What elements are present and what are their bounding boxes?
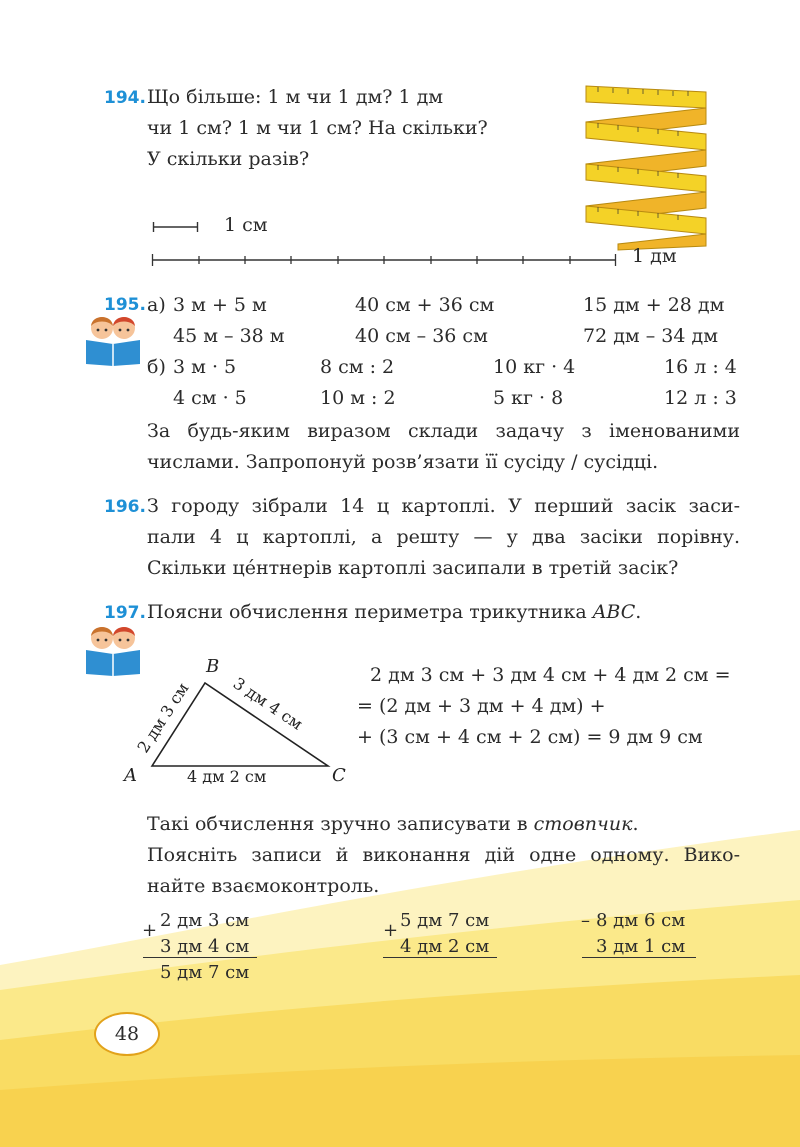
exercise-number: 197.: [104, 603, 146, 623]
operation-sign: +: [383, 920, 399, 941]
operation-sign: +: [142, 920, 158, 941]
expression: 15 дм + 28 дм: [583, 294, 725, 316]
folded-measuring-tape-image: [578, 78, 714, 254]
calculation-line: + (3 см + 4 см + 2 см) = 9 дм 9 см: [357, 726, 703, 748]
column-text-end: .: [632, 813, 639, 835]
task-text-line: числами. Запропонуй розв’язати її сусіду / сусідці.: [147, 451, 659, 473]
vertex-c: C: [332, 765, 346, 786]
task-text-line: найте взаємоконтроль.: [147, 875, 380, 897]
column-top: 5 дм 7 см: [400, 910, 490, 931]
expression: 10 кг · 4: [493, 356, 576, 378]
task-text-line: пали 4 ц картоплі, а решту — у два засіки порівну.: [147, 526, 740, 548]
column-top: 8 дм 6 см: [596, 910, 686, 931]
expression: 3 м + 5 м: [173, 294, 267, 316]
task-text-line: [147, 597, 641, 628]
expression: 10 м : 2: [320, 387, 396, 409]
calculation-line: 2 дм 3 см + 3 дм 4 см + 4 дм 2 см =: [370, 664, 731, 686]
vertex-a: A: [124, 765, 137, 786]
side-ab-label: 2 дм 3 см: [133, 679, 193, 757]
exercise-number: 195.: [104, 295, 146, 315]
task-text-line: Поясніть записи й виконання дій одне одному. Вико-: [147, 844, 740, 866]
vertex-b: B: [206, 656, 220, 677]
column-text: Такі обчислення зручно записувати в: [147, 813, 528, 835]
part-a-label: а): [147, 294, 166, 316]
intro-end: .: [635, 601, 642, 623]
column-bottom: 3 дм 4 см: [143, 936, 257, 958]
expression: 12 л : 3: [664, 387, 737, 409]
task-text-line: З городу зібрали 14 ц картоплі. У перший засік заси-: [147, 495, 740, 517]
column-top: 2 дм 3 см: [160, 910, 250, 931]
one-cm-label: 1 см: [224, 214, 268, 236]
operation-sign: –: [581, 910, 590, 931]
expression: 40 см – 36 см: [355, 325, 488, 347]
one-dm-label: 1 дм: [632, 245, 677, 267]
expression: 4 см · 5: [173, 387, 247, 409]
column-word: стовпчик: [533, 813, 633, 835]
exercise-text-line: Що більше: 1 м чи 1 дм? 1 дм: [147, 86, 444, 108]
page-number: 48: [94, 1012, 160, 1056]
column-result: 5 дм 7 см: [160, 962, 250, 983]
one-dm-ruler: [150, 251, 622, 269]
expression: 3 м · 5: [173, 356, 237, 378]
triangle-abc-diagram: [118, 650, 358, 790]
expression: 8 см : 2: [320, 356, 395, 378]
column-bottom: 4 дм 2 см: [383, 936, 497, 958]
column-bottom: 3 дм 1 см: [582, 936, 696, 958]
one-cm-segment: [152, 220, 202, 234]
calculation-line: = (2 дм + 3 дм + 4 дм) +: [357, 695, 606, 717]
intro-text: Поясни обчислення периметра трикутника: [147, 601, 587, 623]
side-bc-label: 3 дм 4 см: [229, 673, 307, 734]
task-text-line: Скільки це́нтнерів картоплі засипали в третій засік?: [147, 557, 679, 579]
expression: 45 м – 38 м: [173, 325, 285, 347]
expression: 16 л : 4: [664, 356, 737, 378]
exercise-text-line: У скільки разів?: [147, 148, 310, 170]
side-ac-label: 4 дм 2 см: [187, 767, 267, 786]
expression: 5 кг · 8: [493, 387, 564, 409]
exercise-number: 194.: [104, 88, 146, 108]
triangle-name: ABC: [592, 601, 636, 623]
exercise-text-line: чи 1 см? 1 м чи 1 см? На скільки?: [147, 117, 488, 139]
expression: 72 дм – 34 дм: [583, 325, 718, 347]
exercise-number: 196.: [104, 497, 146, 517]
task-text-line: За будь-яким виразом склади задачу з іменованими: [147, 420, 740, 442]
part-b-label: б): [147, 356, 166, 378]
expression: 40 см + 36 см: [355, 294, 495, 316]
pair-work-icon: [80, 314, 146, 366]
task-text-line: [147, 809, 638, 840]
